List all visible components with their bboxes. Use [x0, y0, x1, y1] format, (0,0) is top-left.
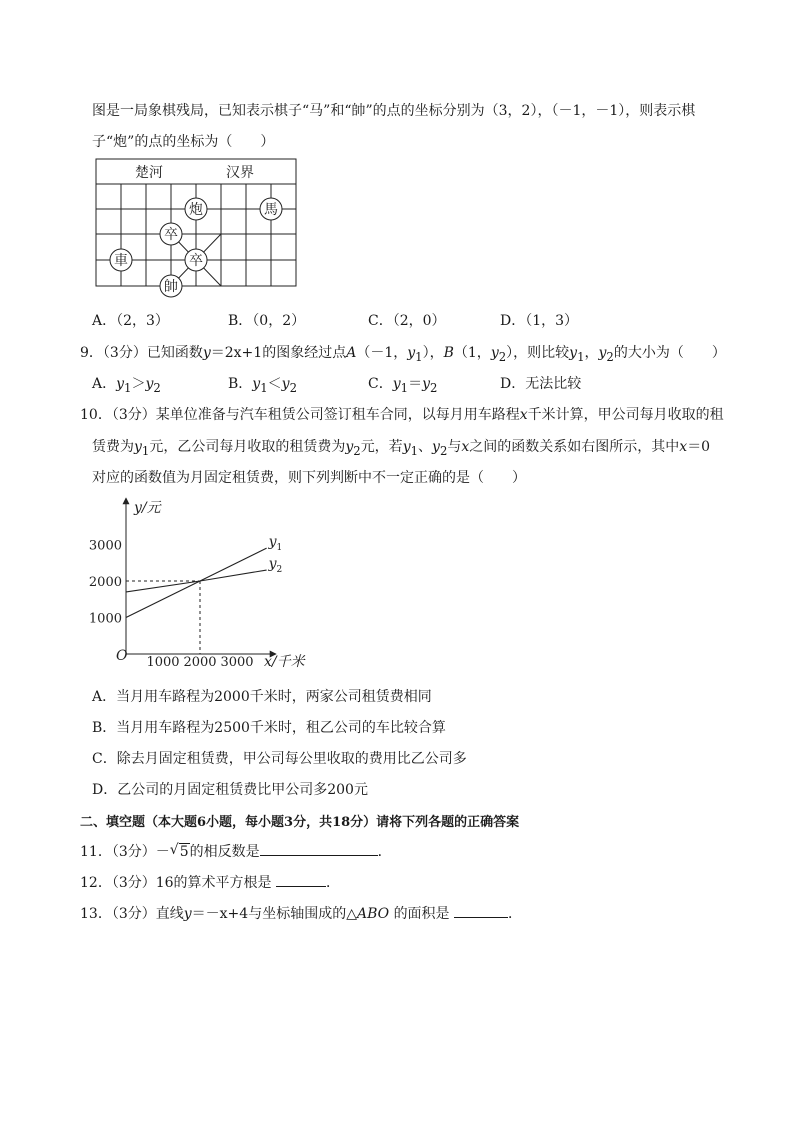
- q13: 13．（3分）直线y＝－x+4与坐标轴围成的△ABO 的面积是 ．: [80, 903, 522, 923]
- series-label-y2: $y_2$: [268, 556, 283, 576]
- piece-zu-2: [185, 249, 207, 271]
- q11: 11．（3分）－ √ 5的相反数是 ．: [80, 842, 392, 860]
- q11-answer-blank[interactable]: [260, 841, 378, 856]
- q10-stem-line1: 10．（3分）某单位准备与汽车租赁公司签订租车合同，以每月用车路程x千米计算，甲公司每月收取的租: [80, 407, 724, 423]
- q8-option-b[interactable]: B．（0，2）: [228, 313, 306, 329]
- series-line-y2: [126, 570, 267, 592]
- q12: 12．（3分）16的算术平方根是 ．: [80, 872, 340, 892]
- q10-option-c[interactable]: C．除去月固定租赁费，甲公司每公里收取的费用比乙公司多: [92, 751, 467, 767]
- q8-option-a[interactable]: A．（2，3）: [92, 313, 169, 329]
- sqrt-symbol: √ 5: [169, 842, 189, 860]
- piece-zu-2-label: 卒: [189, 253, 203, 269]
- rent-fee-chart: [88, 492, 328, 672]
- piece-zu-1-label: 卒: [164, 227, 178, 243]
- q9-num: 9．（3分）已知函数: [80, 345, 203, 361]
- river-right-label: 汉界: [226, 165, 254, 181]
- origin-label: O: [116, 648, 128, 664]
- var-y: y: [202, 345, 211, 361]
- q8-stem-line2: 子“炮”的点的坐标为（ ）: [92, 134, 275, 150]
- q13-answer-blank[interactable]: [454, 903, 508, 918]
- q10-option-d[interactable]: D．乙公司的月固定租赁费比甲公司多200元: [92, 782, 368, 798]
- q10-stem-line3: 对应的函数值为月固定租赁费，则下列判断中不一定正确的是（ ）: [92, 470, 526, 486]
- piece-ma-label: 馬: [264, 202, 278, 218]
- q8-option-c[interactable]: C．（2，0）: [368, 313, 446, 329]
- q9-option-b[interactable]: B．$y_1<y_2$: [228, 376, 297, 395]
- y-tick-label-1000: 1000: [88, 611, 122, 627]
- q10-stem-line2: 赁费为$y_1$元，乙公司每月收取的租赁费为$y_2$元，若$y_1$、$y_2$与x之间的函数关系如右图所示，其中x＝0: [92, 439, 711, 458]
- q12-answer-blank[interactable]: [276, 872, 326, 887]
- q10-option-b[interactable]: B．当月用车路程为2500千米时，租乙公司的车比较合算: [92, 720, 446, 736]
- piece-pao-label: 炮: [189, 202, 203, 218]
- chess-board-figure: [92, 158, 302, 298]
- q8-stem-line1: 图是一局象棋残局，已知表示棋子“马”和“帥”的点的坐标分别为（3，2），（－1，－1），则表示棋: [92, 103, 696, 119]
- y-tick-label-2000: 2000: [88, 575, 122, 590]
- q8-options: [92, 310, 732, 330]
- q10-option-a[interactable]: A．当月用车路程为2000千米时，两家公司租赁费相同: [92, 689, 432, 705]
- piece-ma: [260, 198, 282, 220]
- river-left-label: 楚河: [135, 165, 163, 181]
- piece-zu-1: [160, 223, 182, 245]
- y-axis-label: y/元: [134, 500, 161, 516]
- piece-che-label: 車: [114, 253, 128, 269]
- x-tick-label-1000: 1000: [146, 655, 180, 670]
- x-tick-label-3000: 3000: [220, 655, 254, 670]
- piece-che: [110, 249, 132, 271]
- y-tick-label-3000: 3000: [88, 538, 122, 554]
- q9-stem-a: ＝2x+1的图象经过点: [210, 345, 347, 361]
- q9-stem: 9．（3分）已知函数y＝2x+1的图象经过点A（－1，$y_1$），B（1，$y_2$），则比较$y_1$，$y_2$的大小为（ ）: [80, 345, 726, 364]
- q9-options: [92, 373, 732, 393]
- x-axis-label: x/千米: [264, 654, 305, 670]
- x-tick-label-2000: 2000: [183, 655, 217, 670]
- var-B: B: [443, 345, 454, 361]
- q9-option-d[interactable]: D．无法比较: [500, 376, 582, 392]
- piece-pao: [185, 198, 207, 220]
- var-A: A: [346, 345, 357, 361]
- q8-option-d[interactable]: D．（1，3）: [500, 313, 579, 329]
- q9-option-a[interactable]: A．$y_1>y_2$: [92, 376, 161, 395]
- series-line-y1: [126, 548, 267, 617]
- piece-shuai-label: 帥: [164, 279, 178, 295]
- piece-shuai: [160, 275, 182, 297]
- q9-option-c[interactable]: C．$y_1=y_2$: [368, 376, 438, 395]
- series-label-y1: $y_1$: [268, 534, 283, 554]
- section2-heading: 二、填空题（本大题6小题，每小题3分，共18分）请将下列各题的正确答案: [80, 815, 520, 830]
